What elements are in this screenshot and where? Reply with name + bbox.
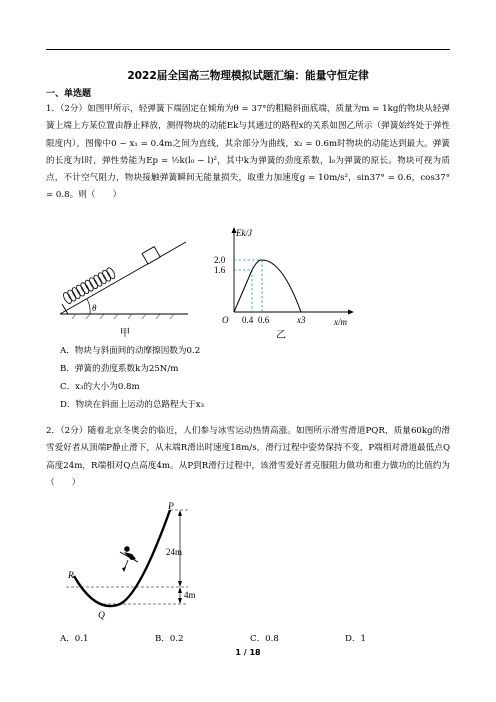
q2-option-d: D．1	[345, 634, 366, 644]
graph-y-tick-16: 1.6	[214, 265, 226, 275]
header-rule	[46, 49, 450, 50]
height-4m-label: 4m	[184, 590, 196, 600]
question-1-text: 1．（2分）如图甲所示，轻弹簧下端固定在倾角为θ = 37°的粗糙斜面底端，质量为m = 1kg的物块从轻弹簧上端上方某位置由静止释放，测得物块的动能Ek与其通过的路程x的关系如图乙所示（弹簧始终处于弹性限度内），图像中0 ~ x₁ = 0.4m之间为直线，其余部分为曲线，x₂ = 0.6m时物块的动能达到最大。弹簧的长度为l时，弹性势能为Ep = ½k(l₀ − l)²，其中k为弹簧的劲度系数，l₀为弹簧的原长。物块可视为质点，不计空气阻力，物块接触弹簧瞬间无能量损失，取重力加速度g = 10m/s²，sin37° = 0.6，cos37° = 0.8。则（ ）	[46, 104, 450, 201]
q2-options	[60, 632, 440, 644]
q1-option-a: A．物块与斜面间的动摩擦因数为0.2	[60, 346, 201, 356]
q1-option-d: D．物块在斜面上运动的总路程大于x₃	[60, 400, 205, 410]
theta-label: θ	[92, 303, 97, 313]
graph-x-tick-06: 0.6	[258, 315, 270, 325]
graph-x-label: x/m	[334, 317, 347, 327]
point-r-label: R	[68, 571, 74, 581]
height-24m-label: 24m	[166, 547, 183, 557]
q1-option-c: C．x₃的大小为0.8m	[60, 382, 140, 392]
point-q-label: Q	[98, 611, 105, 621]
q2-option-a: A．0.1	[60, 634, 89, 644]
figure-incline	[56, 238, 196, 325]
document-title: 2022届全国高三物理模拟试题汇编：能量守恒定律	[127, 70, 369, 82]
skier-icon	[120, 546, 138, 572]
question-2-text: 2．（2分）随着北京冬奥会的临近，人们参与冰雪运动热情高涨。如图所示滑雪滑道PQR，质量60kg的滑雪爱好者从顶端P静止滑下，从末端R滑出时速度18m/s，滑行过程中姿势保持不变，P端相对滑道最低点Q高度24m，R端相对Q点高度4m。从P到R滑行过程中，该滑雪爱好者克服阻力做功和重力做功的比值约为（ ）	[46, 426, 450, 488]
figure-ek-graph	[212, 226, 362, 331]
figure-ski-track	[58, 500, 208, 625]
q2-option-c: C．0.8	[250, 634, 279, 644]
q1-option-b: B．弹簧的劲度系数k为25N/m	[60, 364, 179, 374]
point-p-label: P	[168, 502, 174, 512]
figure-yi-caption: 乙	[276, 330, 286, 341]
graph-origin: O	[222, 315, 229, 325]
q2-option-b: B．0.2	[155, 634, 184, 644]
page-number: 1 / 18	[235, 648, 261, 657]
graph-y-tick-2: 2.0	[214, 255, 226, 265]
graph-x-tick-04: 0.4	[242, 315, 254, 325]
graph-y-label: Ek/J	[236, 228, 252, 238]
graph-x3-label: x3	[297, 315, 306, 325]
figure-jia-caption: 甲	[120, 328, 130, 339]
section-heading: 一、单选题	[46, 89, 92, 99]
